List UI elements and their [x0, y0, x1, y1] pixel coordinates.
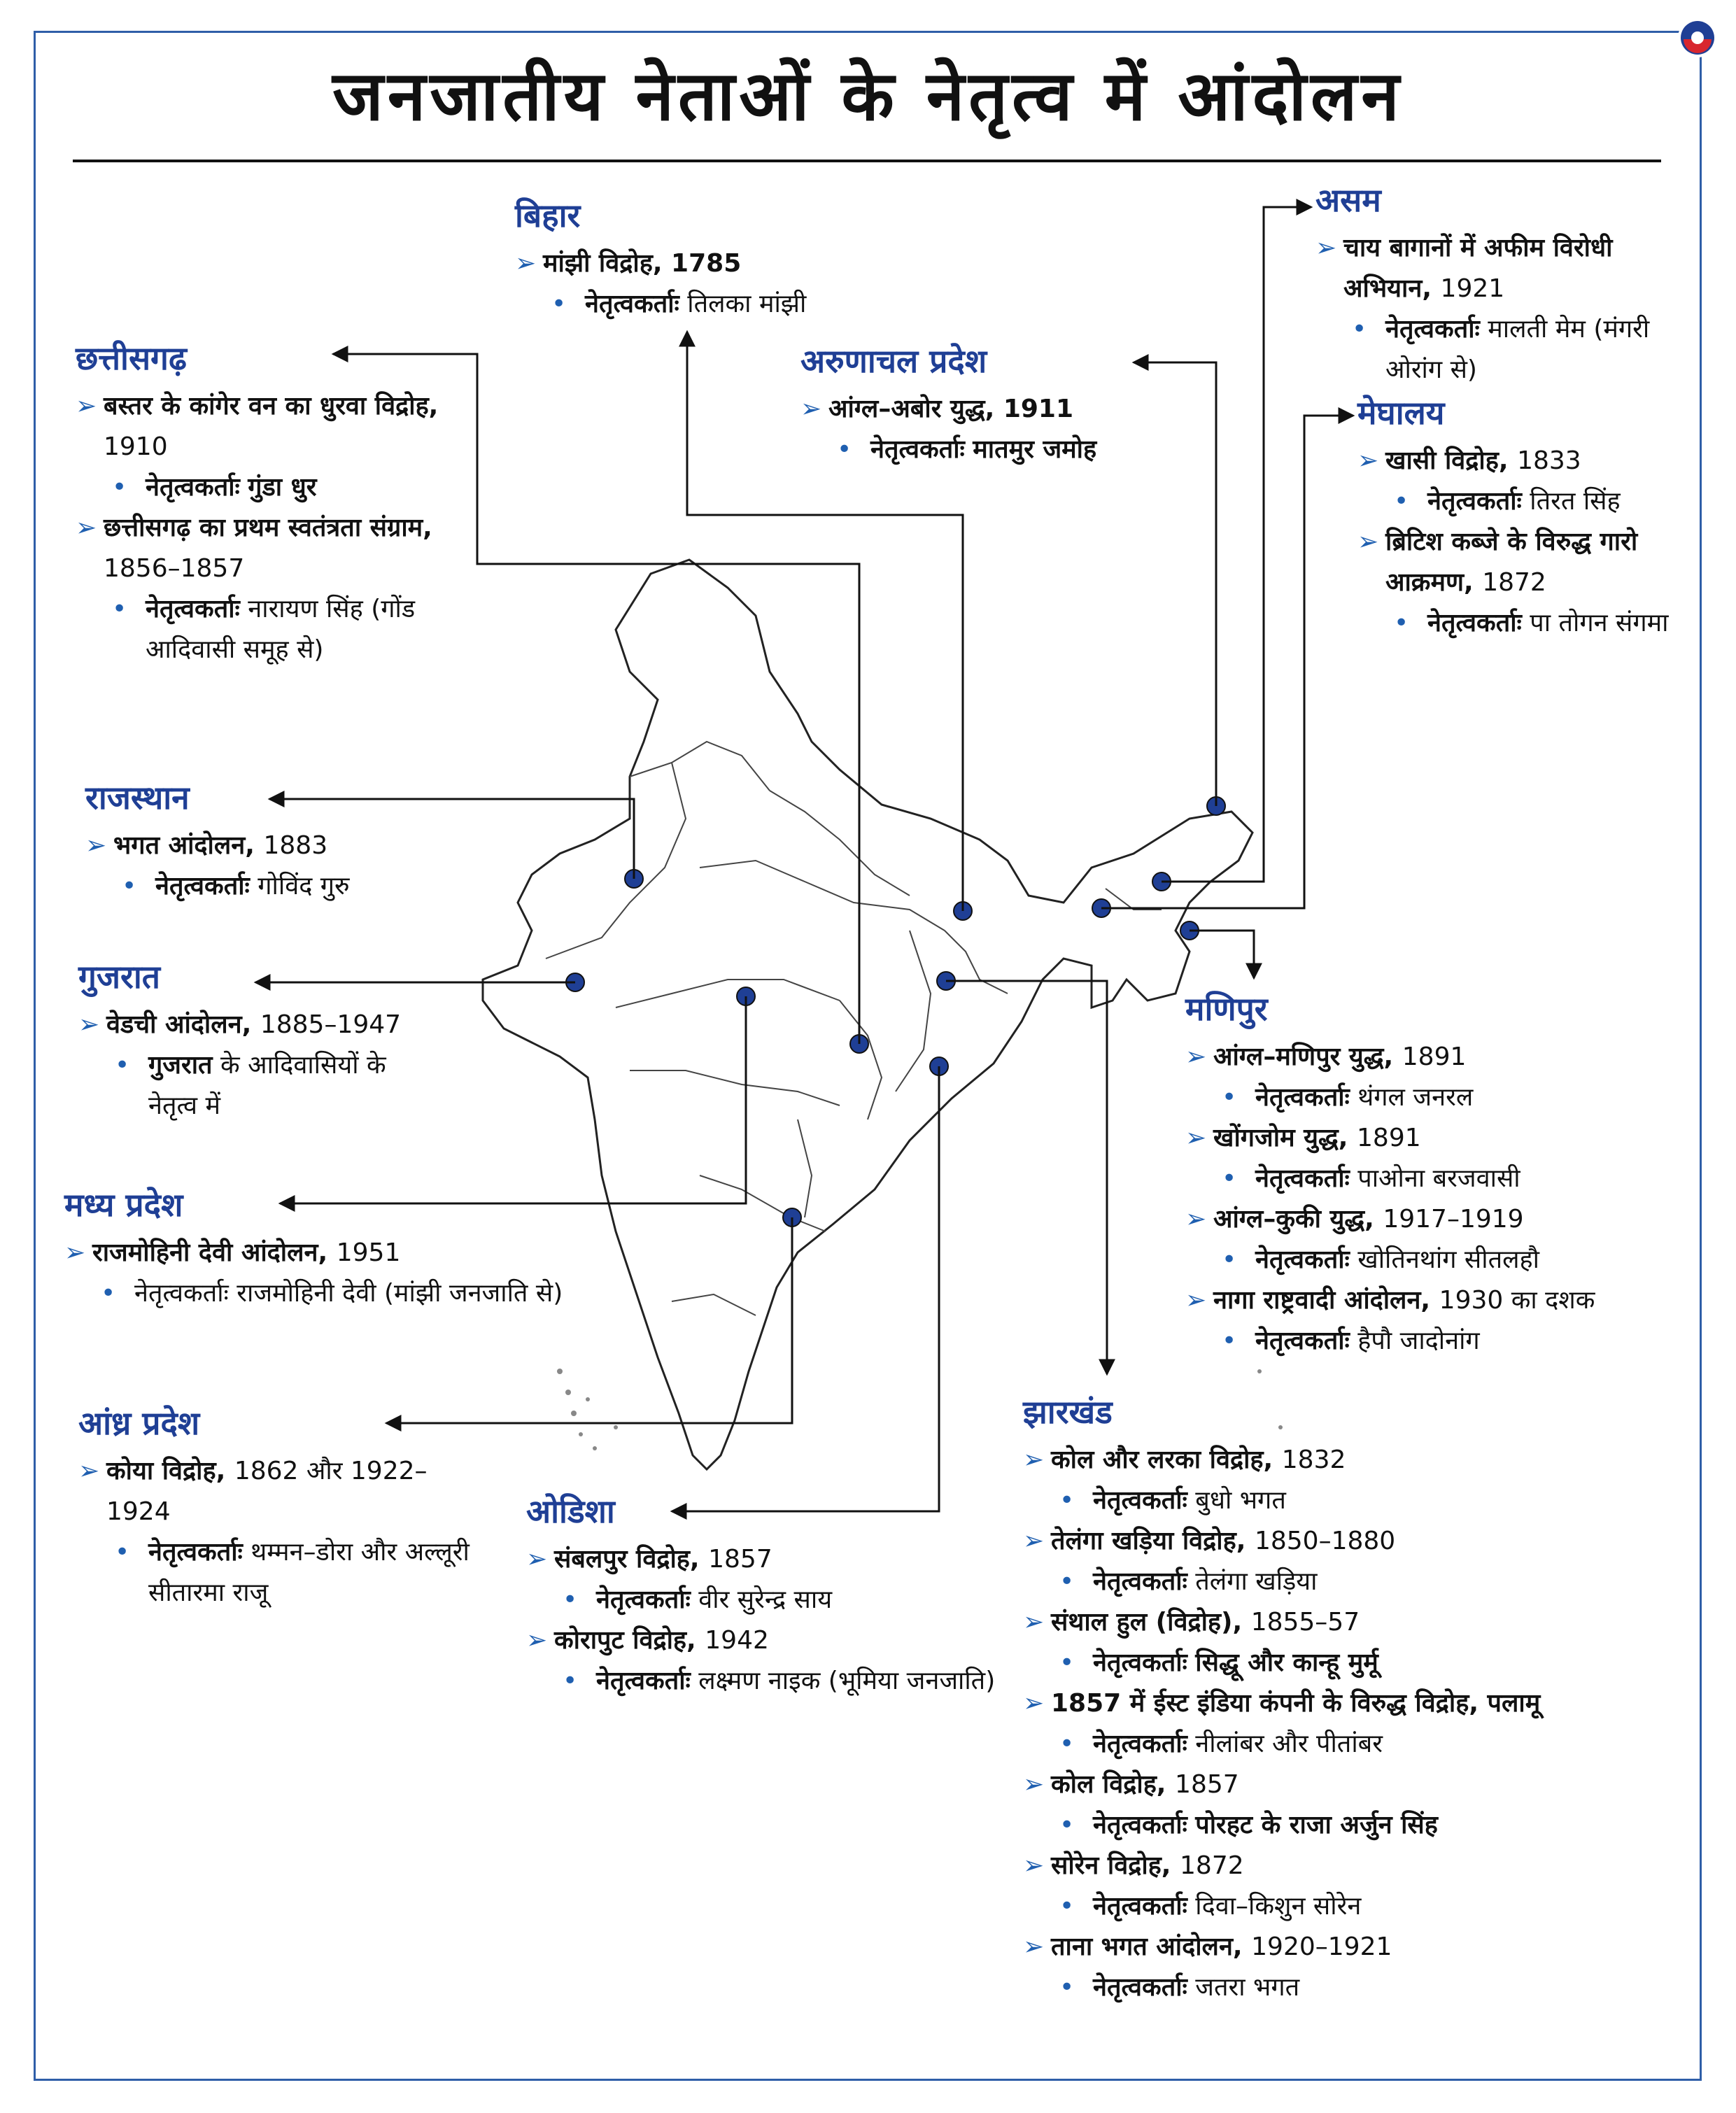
leader-item: • नेतृत्वकर्ताः गुंडा धुर [76, 467, 439, 508]
movement-item: ➢ ब्रिटिश कब्जे के विरुद्ध गारो आक्रमण, 1872 [1357, 522, 1686, 603]
chevron-right-icon: ➢ [1023, 1689, 1045, 1718]
chevron-right-icon: ➢ [78, 1457, 100, 1485]
state-heading: झारखंड [1023, 1393, 1113, 1431]
page-title: जनजातीय नेताओं के नेतृत्व में आंदोलन [332, 57, 1404, 136]
chevron-right-icon: ➢ [1315, 234, 1337, 262]
state-heading: गुजरात [78, 958, 160, 996]
movement-item: ➢ खासी विद्रोह, 1833 [1357, 441, 1686, 481]
state-heading: ओडिशा [526, 1492, 615, 1530]
movement-item: ➢ कोल और लरका विद्रोह, 1832 [1023, 1440, 1583, 1480]
movement-item: ➢ राजमोहिनी देवी आंदोलन, 1951 [64, 1233, 596, 1273]
leader-item: • नेतृत्वकर्ताः सिद्धू और कान्हू मुर्मू [1023, 1643, 1583, 1683]
dot-icon: • [1059, 1892, 1075, 1921]
state-rajasthan [85, 775, 449, 907]
state-assam [1315, 178, 1679, 390]
leader-item: • नेतृत्वकर्ताः मालती मेम (मंगरी ओरांग से) [1315, 309, 1679, 390]
chevron-right-icon: ➢ [1023, 1932, 1045, 1961]
chevron-right-icon: ➢ [526, 1545, 548, 1574]
state-heading: मणिपुर [1185, 990, 1268, 1028]
dot-icon: • [563, 1585, 578, 1614]
state-meghalaya [1357, 390, 1686, 644]
movement-item: ➢ चाय बागानों में अफीम विरोधी अभियान, 1921 [1315, 228, 1679, 309]
leader-item: • नेतृत्वकर्ताः पा तोगन संगमा [1357, 603, 1686, 644]
arrow-odisha [672, 1066, 939, 1511]
state-heading: असम [1315, 181, 1381, 219]
arrow-meghalaya [1101, 416, 1353, 908]
movement-item: ➢ 1857 में ईस्ट इंडिया कंपनी के विरुद्ध विद्रोह, पलामू [1023, 1683, 1583, 1724]
state-heading: मेघालय [1357, 394, 1445, 432]
chevron-right-icon: ➢ [526, 1626, 548, 1655]
state-jharkhand [1023, 1390, 1583, 2008]
dot-icon: • [1394, 487, 1409, 516]
dot-icon: • [1059, 1730, 1075, 1758]
arrow-manipur [1190, 931, 1254, 978]
chevron-right-icon: ➢ [515, 249, 537, 278]
leader-item: • नेतृत्वकर्ताः नीलांबर और पीतांबर [1023, 1724, 1583, 1765]
dot-icon: • [551, 290, 567, 318]
chevron-right-icon: ➢ [1185, 1205, 1207, 1234]
state-heading: बिहार [515, 197, 581, 234]
movement-item: ➢ खोंगजोम युद्ध, 1891 [1185, 1118, 1703, 1159]
leader-item: • नेतृत्वकर्ताः मातमुर जमोह [800, 430, 1220, 470]
dot-icon: • [115, 1051, 130, 1080]
movement-item: ➢ मांझी विद्रोह, 1785 [515, 243, 935, 284]
chevron-right-icon: ➢ [1185, 1286, 1207, 1315]
state-bihar [515, 193, 935, 325]
movement-item: ➢ कोया विद्रोह, 1862 और 1922–1924 [78, 1451, 484, 1532]
movement-item: ➢ भगत आंदोलन, 1883 [85, 826, 449, 866]
leader-item: • नेतृत्वकर्ताः पाओना बरजवासी [1185, 1159, 1703, 1199]
state-chhattisgarh [76, 336, 439, 670]
state-heading: राजस्थान [85, 779, 190, 817]
movement-item: ➢ नागा राष्ट्रवादी आंदोलन, 1930 का दशक [1185, 1280, 1703, 1321]
movement-item: ➢ आंग्ल–अबोर युद्ध, 1911 [800, 389, 1220, 430]
dot-icon: • [837, 435, 852, 464]
chevron-right-icon: ➢ [1357, 528, 1379, 556]
dot-icon: • [1059, 1811, 1075, 1839]
dot-icon: • [1059, 1973, 1075, 2002]
movement-item: ➢ सोरेन विद्रोह, 1872 [1023, 1846, 1583, 1886]
chevron-right-icon: ➢ [1023, 1446, 1045, 1474]
movement-item: ➢ तेलंगा खड़िया विद्रोह, 1850–1880 [1023, 1521, 1583, 1562]
leader-item: • नेतृत्वकर्ताः वीर सुरेन्द्र साय [526, 1580, 1016, 1620]
dot-icon: • [1059, 1648, 1075, 1677]
chevron-right-icon: ➢ [1185, 1043, 1207, 1071]
dot-icon: • [1222, 1327, 1237, 1355]
movement-item: ➢ वेडची आंदोलन, 1885–1947 [78, 1005, 428, 1045]
state-andhra [78, 1401, 484, 1613]
leader-item: • नेतृत्वकर्ताः राजमोहिनी देवी (मांझी जनजाति से) [64, 1273, 596, 1314]
state-gujarat [78, 954, 428, 1126]
chevron-right-icon: ➢ [1357, 446, 1379, 475]
state-heading: छत्तीसगढ़ [76, 339, 187, 377]
leader-item: • नेतृत्वकर्ताः तिलका मांझी [515, 284, 935, 325]
leader-item: • नेतृत्वकर्ताः गोविंद गुरु [85, 866, 449, 907]
chevron-right-icon: ➢ [1185, 1124, 1207, 1152]
dot-icon: • [1059, 1486, 1075, 1515]
dot-icon: • [1059, 1567, 1075, 1596]
chevron-right-icon: ➢ [1023, 1527, 1045, 1555]
leader-item: • नेतृत्वकर्ताः नारायण सिंह (गोंड आदिवासी समूह से) [76, 589, 439, 670]
chevron-right-icon: ➢ [76, 514, 97, 542]
state-heading: मध्य प्रदेश [64, 1186, 183, 1224]
state-arunachal [800, 339, 1220, 470]
arrow-assam [1162, 207, 1311, 882]
leader-item: • नेतृत्वकर्ताः तेलंगा खड़िया [1023, 1562, 1583, 1602]
dot-icon: • [1222, 1164, 1237, 1193]
leader-item: • नेतृत्वकर्ताः लक्ष्मण नाइक (भूमिया जनजाति) [526, 1661, 1016, 1702]
chevron-right-icon: ➢ [800, 395, 822, 423]
leader-item: • गुजरात के आदिवासियों के नेतृत्व में [78, 1045, 428, 1126]
movement-item: ➢ कोल विद्रोह, 1857 [1023, 1765, 1583, 1805]
state-heading: आंध्र प्रदेश [78, 1404, 200, 1442]
chevron-right-icon: ➢ [78, 1010, 100, 1039]
chevron-right-icon: ➢ [85, 831, 107, 860]
movement-item: ➢ ताना भगत आंदोलन, 1920–1921 [1023, 1927, 1583, 1967]
leader-item: • नेतृत्वकर्ताः खोतिनथांग सीतलहौ [1185, 1240, 1703, 1280]
dot-icon: • [563, 1667, 578, 1695]
leader-item: • नेतृत्वकर्ताः दिवा–किशुन सोरेन [1023, 1886, 1583, 1927]
movement-item: ➢ आंग्ल–कुकी युद्ध, 1917–1919 [1185, 1199, 1703, 1240]
chevron-right-icon: ➢ [1023, 1608, 1045, 1637]
leader-item: • नेतृत्वकर्ताः तिरत सिंह [1357, 481, 1686, 522]
movement-item: ➢ बस्तर के कांगेर वन का धुरवा विद्रोह, 1910 [76, 386, 439, 467]
dot-icon: • [101, 1279, 116, 1308]
state-odisha [526, 1489, 1016, 1702]
dot-icon: • [112, 595, 127, 623]
dot-icon: • [1222, 1245, 1237, 1274]
leader-item: • नेतृत्वकर्ताः थंगल जनरल [1185, 1077, 1703, 1118]
movement-item: ➢ छत्तीसगढ़ का प्रथम स्वतंत्रता संग्राम, 1856–1857 [76, 508, 439, 589]
chevron-right-icon: ➢ [64, 1238, 86, 1267]
chevron-right-icon: ➢ [1023, 1851, 1045, 1880]
leader-item: • नेतृत्वकर्ताः हैपौ जादोनांग [1185, 1321, 1703, 1362]
state-madhya-pradesh [64, 1182, 596, 1314]
leader-item: • नेतृत्वकर्ताः पोरहट के राजा अर्जुन सिंह [1023, 1805, 1583, 1846]
movement-item: ➢ संथाल हुल (विद्रोह), 1855–57 [1023, 1602, 1583, 1643]
dot-icon: • [112, 473, 127, 502]
chevron-right-icon: ➢ [76, 392, 97, 421]
dot-icon: • [1394, 609, 1409, 637]
india-outline [483, 560, 1252, 1469]
state-manipur [1185, 987, 1703, 1362]
arrow-jharkhand [946, 981, 1107, 1374]
leader-item: • नेतृत्वकर्ताः थम्मन–डोरा और अल्लूरी सीतारमा राजू [78, 1532, 484, 1613]
leader-item: • नेतृत्वकर्ताः जतरा भगत [1023, 1967, 1583, 2008]
movement-item: ➢ संबलपुर विद्रोह, 1857 [526, 1539, 1016, 1580]
movement-item: ➢ कोरापुट विद्रोह, 1942 [526, 1620, 1016, 1661]
dot-icon: • [1352, 315, 1367, 344]
movement-item: ➢ आंग्ल–मणिपुर युद्ध, 1891 [1185, 1037, 1703, 1077]
state-heading: अरुणाचल प्रदेश [800, 342, 987, 380]
dot-icon: • [115, 1538, 130, 1567]
leader-item: • नेतृत्वकर्ताः बुधो भगत [1023, 1480, 1583, 1521]
dot-icon: • [122, 872, 137, 900]
chevron-right-icon: ➢ [1023, 1770, 1045, 1799]
dot-icon: • [1222, 1083, 1237, 1112]
